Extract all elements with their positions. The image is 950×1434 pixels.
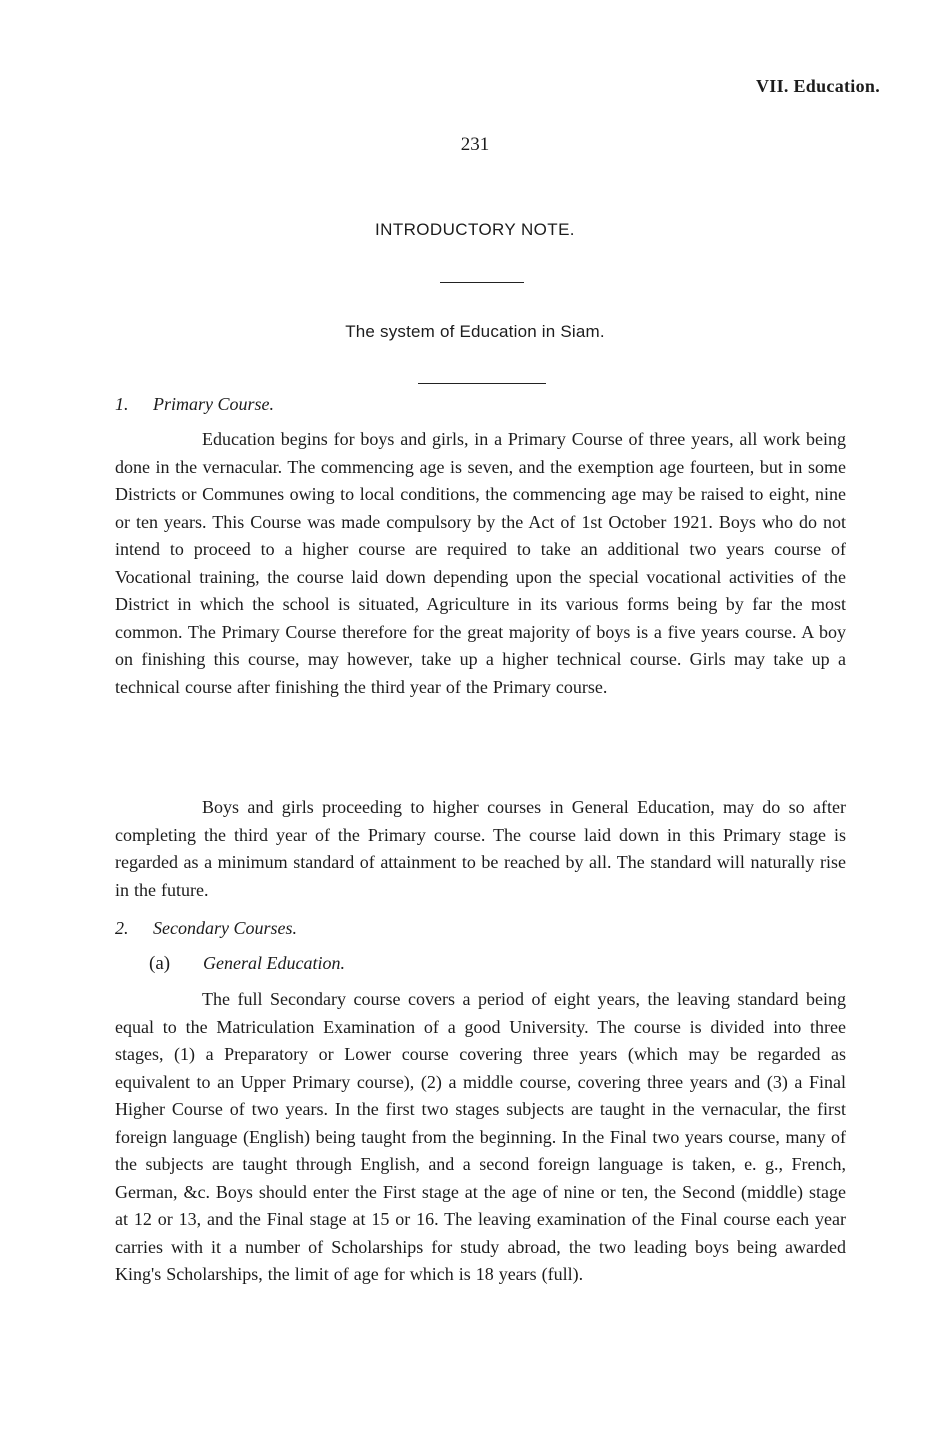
section-number: 2. (115, 918, 129, 938)
subsection-heading-text: General Education. (203, 953, 345, 973)
paragraph-general-education: The full Secondary course covers a period of eight years, the leaving standard being equal to the Matriculation Examination of a good University. The course is divided into three stages, (1) a Preparatory or Lower course covering three years (which may be regarded as equivalent to an Upper Primary course), (2) a middle course, covering three years and (3) a Final Higher Course of two years. In the first two stages subjects are taught in the vernacular, the first foreign language (English) being taught from the beginning. In the Final two years course, many of the subjects are taught through English, and a second foreign language is taken, e. g., French, German, &c. Boys should enter the First stage at the age of nine or ten, the Second (middle) stage at 12 or 13, and the Final stage at 15 or 16. The leaving examination of the Final course each year carries with it a number of Scholarships for study abroad, the two leading boys being awarded King's Scholarships, the limit of age for which is 18 years (full). (115, 989, 846, 1284)
section-heading-text: Secondary Courses. (153, 918, 297, 938)
title-divider (440, 282, 524, 283)
subtitle-divider (418, 383, 546, 384)
page-subtitle: The system of Education in Siam. (345, 322, 605, 341)
page-number: 231 (460, 134, 490, 155)
page-title: INTRODUCTORY NOTE. (375, 220, 575, 239)
subsection-heading-general-education (149, 953, 345, 975)
paragraph-primary-1: Education begins for boys and girls, in a Primary Course of three years, all work being done in the vernacular. The commencing age is seven, and the exemption age fourteen, but in some Districts or Communes owing to local conditions, the commencing age may be raised to eight, nine or ten years. This Course was made compulsory by the Act of 1st October 1921. Boys who do not intend to proceed to a higher course are required to take an additional two years course of Vocational training, the course laid down depending upon the special vocational activities of the District in which the school is situated, Agriculture in its various forms being by far the most common. The Primary Course therefore for the great majority of boys is a five years course. A boy on finishing this course, may however, take up a higher technical course. Girls may take up a technical course after finishing the third year of the Primary course. (115, 429, 846, 697)
subsection-label: (a) (149, 953, 171, 974)
section-heading-primary (115, 394, 274, 415)
section-number: 1. (115, 394, 129, 414)
section-heading-secondary (115, 918, 297, 939)
running-head: VII. Education. (755, 76, 880, 96)
paragraph-primary-2: Boys and girls proceeding to higher courses in General Education, may do so after completing the third year of the Primary course. The course laid down in this Primary stage is regarded as a minimum standard of attainment to be reached by all. The standard will naturally rise in the future. (115, 797, 846, 900)
section-heading-text: Primary Course. (153, 394, 274, 414)
